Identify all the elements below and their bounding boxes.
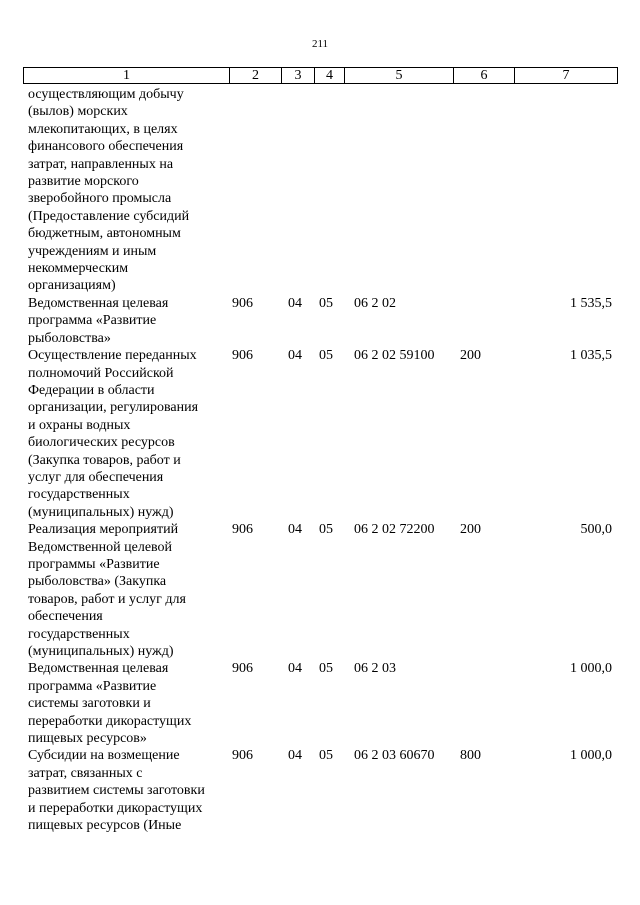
target-article-code: 06 2 02 — [354, 295, 396, 311]
description-line: пищевых ресурсов (Иные — [28, 818, 182, 834]
target-article-code: 06 2 02 72200 — [354, 522, 435, 538]
description-line: (муниципальных) нужд) — [28, 644, 174, 659]
amount: 1 035,5 — [570, 348, 612, 364]
description-line: рыболовства» — [28, 330, 111, 346]
description-line: осуществляющим добычу — [28, 87, 184, 102]
description-line: затрат, связанных с — [28, 765, 143, 781]
description-line: биологических ресурсов — [28, 435, 175, 451]
table-row — [28, 747, 618, 834]
column-header-5: 5 — [345, 68, 454, 83]
description-line: пищевых ресурсов» — [28, 731, 147, 747]
ministry-code: 906 — [232, 748, 253, 764]
description-line: товаров, работ и услуг для — [28, 591, 186, 607]
subsection-code: 05 — [319, 295, 333, 311]
table-header — [23, 67, 618, 84]
row-description — [28, 347, 224, 521]
description-line: программа «Развитие — [28, 678, 157, 694]
description-line: Федерации в области — [28, 382, 155, 398]
row-description — [28, 86, 224, 295]
description-line: (Предоставление субсидий — [28, 208, 190, 224]
table-body — [28, 86, 618, 834]
subsection-code: 05 — [319, 661, 333, 677]
description-line: бюджетным, автономным — [28, 226, 181, 242]
amount: 1 000,0 — [570, 748, 612, 764]
row-description — [28, 521, 224, 660]
expense-type-code: 200 — [460, 348, 481, 364]
column-header-7: 7 — [562, 68, 570, 83]
description-line: и охраны водных — [28, 417, 131, 433]
section-code: 04 — [288, 295, 302, 311]
description-line: (Закупка товаров, работ и — [28, 452, 181, 468]
expense-type-code: 200 — [460, 522, 481, 538]
section-code: 04 — [288, 661, 302, 677]
description-line: государственных — [28, 487, 130, 503]
description-line: программы «Развитие — [28, 556, 160, 572]
description-line: Ведомственная целевая — [28, 295, 169, 311]
section-code: 04 — [288, 748, 302, 764]
description-line: (муниципальных) нужд) — [28, 504, 174, 520]
row-description — [28, 295, 224, 347]
description-line: Субсидии на возмещение — [28, 748, 180, 764]
ministry-code: 906 — [232, 295, 253, 311]
row-description — [28, 747, 224, 834]
description-line: (вылов) морских — [28, 104, 128, 120]
description-line: Реализация мероприятий — [28, 522, 179, 538]
description-line: Осуществление переданных — [28, 348, 197, 364]
description-line: финансового обеспечения — [28, 139, 184, 155]
column-header-3: 3 — [282, 68, 315, 83]
table-row — [28, 347, 618, 521]
amount: 500,0 — [580, 522, 612, 538]
description-line: обеспечения — [28, 609, 103, 625]
column-header-4: 4 — [315, 68, 345, 83]
description-line: программа «Развитие — [28, 313, 157, 329]
description-line: развитие морского — [28, 174, 139, 190]
description-line: Ведомственная целевая — [28, 661, 169, 677]
target-article-code: 06 2 03 — [354, 661, 396, 677]
subsection-code: 05 — [319, 748, 333, 764]
description-line: переработки дикорастущих — [28, 713, 192, 729]
description-line: государственных — [28, 626, 130, 642]
ministry-code: 906 — [232, 522, 253, 538]
column-header-2: 2 — [230, 68, 282, 83]
description-line: Ведомственной целевой — [28, 539, 173, 555]
table-row — [28, 521, 618, 660]
page-number: 211 — [311, 38, 329, 50]
description-line: рыболовства» (Закупка — [28, 574, 167, 590]
description-line: системы заготовки и — [28, 696, 151, 712]
column-header-1: 1 — [24, 68, 230, 83]
ministry-code: 906 — [232, 348, 253, 364]
target-article-code: 06 2 03 60670 — [354, 748, 435, 764]
table-row — [28, 660, 618, 747]
description-line: некоммерческим — [28, 261, 129, 277]
subsection-code: 05 — [319, 522, 333, 538]
expense-type-code: 800 — [460, 748, 481, 764]
ministry-code: 906 — [232, 661, 253, 677]
description-line: и переработки дикорастущих — [28, 800, 203, 816]
description-line: зверобойного промысла — [28, 191, 172, 207]
description-line: развитием системы заготовки — [28, 783, 205, 799]
description-line: млекопитающих, в целях — [28, 121, 178, 137]
column-header-6: 6 — [454, 68, 515, 83]
table-row — [28, 86, 618, 295]
section-code: 04 — [288, 348, 302, 364]
description-line: организациям) — [28, 278, 116, 294]
amount: 1 535,5 — [570, 295, 612, 311]
description-line: учреждениям и иным — [28, 243, 157, 259]
subsection-code: 05 — [319, 348, 333, 364]
table-row — [28, 295, 618, 347]
amount: 1 000,0 — [570, 661, 612, 677]
description-line: организации, регулирования — [28, 400, 199, 416]
description-line: полномочий Российской — [28, 365, 174, 381]
target-article-code: 06 2 02 59100 — [354, 348, 435, 364]
row-description — [28, 660, 224, 747]
description-line: услуг для обеспечения — [28, 469, 164, 485]
description-line: затрат, направленных на — [28, 156, 174, 172]
section-code: 04 — [288, 522, 302, 538]
